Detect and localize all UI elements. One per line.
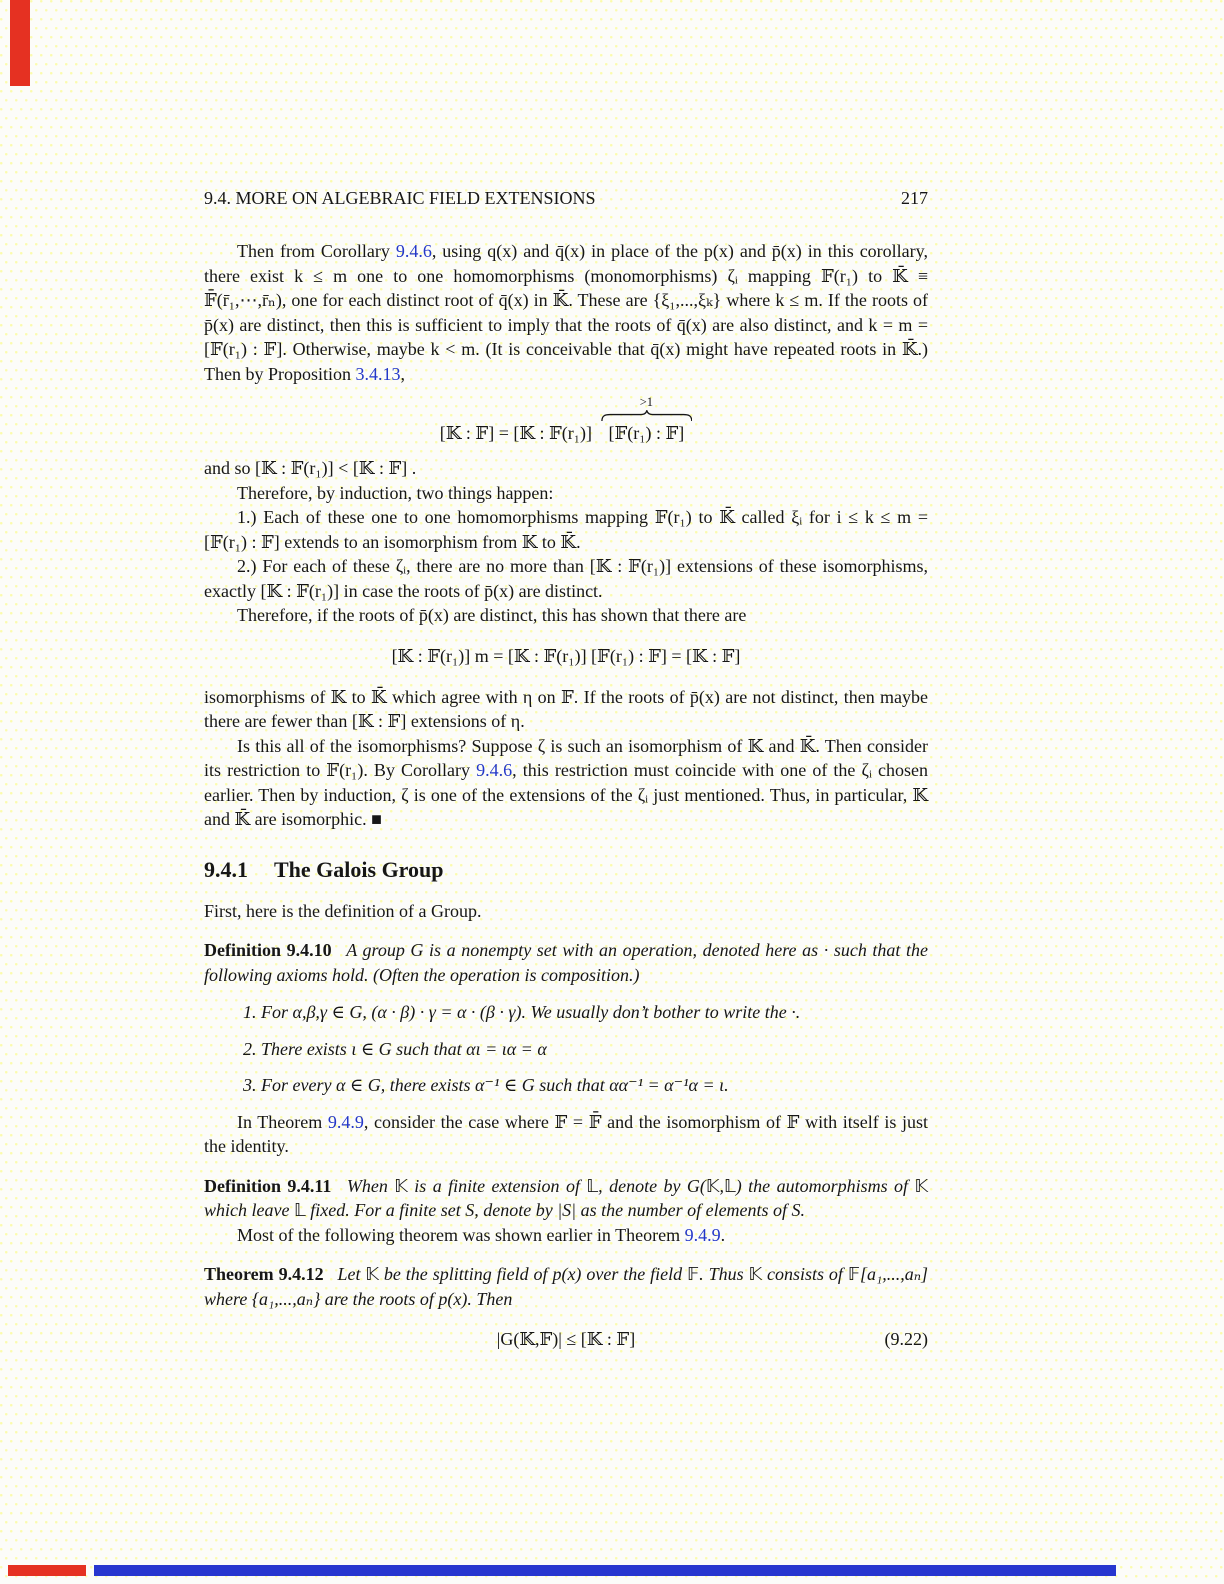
subsection-title: The Galois Group	[274, 856, 444, 882]
axiom-item: 1. For α,β,γ ∈ G, (α · β) · γ = α · (β · γ). We usually don’t bother to write the ·.	[243, 1002, 801, 1022]
cross-ref-link[interactable]: 9.4.6	[395, 241, 432, 261]
subsection-number: 9.4.1	[204, 856, 248, 882]
paragraph-induction	[204, 481, 928, 506]
text-run: Therefore, if the roots of p̄(x) are distinct, this has shown that there are	[237, 605, 747, 625]
definition-9-4-10-label: Definition 9.4.10	[204, 940, 332, 960]
scan-mark-blue-bottom	[94, 1565, 1116, 1576]
text-run: , consider the case where 𝔽 = 𝔽̄ and the isomorphism of 𝔽 with itself is just the identity.	[204, 1111, 929, 1156]
cross-ref-link[interactable]: 9.4.6	[476, 760, 513, 780]
paragraph-isomorphisms	[204, 685, 928, 734]
running-head	[204, 186, 928, 211]
overbraced-term: [𝔽(r₁) : 𝔽]	[608, 423, 685, 443]
overbrace-icon	[601, 410, 693, 421]
text-run: Most of the following theorem was shown earlier in Theorem	[237, 1224, 685, 1245]
page-number: 217	[901, 188, 928, 208]
text-run: ,	[400, 363, 405, 384]
running-head-section-title: 9.4. MORE ON ALGEBRAIC FIELD EXTENSIONS	[204, 188, 596, 208]
equation-lhs: [𝕂 : 𝔽] = [𝕂 : 𝔽(r₁)]	[439, 423, 597, 443]
equation-isomorphism-count	[204, 644, 928, 669]
text-run: and so [𝕂 : 𝔽(r₁)] < [𝕂 : 𝔽] .	[204, 458, 417, 478]
theorem-9-4-12-label: Theorem 9.4.12	[204, 1264, 324, 1284]
definition-9-4-11	[204, 1174, 928, 1223]
paragraph-intro	[204, 239, 928, 386]
scan-mark-red-top-left	[10, 0, 30, 86]
equation-galois-bound	[204, 1327, 928, 1352]
definition-9-4-11-label: Definition 9.4.11	[204, 1175, 332, 1196]
paragraph-item-2	[204, 554, 928, 603]
paragraph-roots-distinct	[204, 603, 928, 628]
theorem-9-4-12	[204, 1262, 928, 1311]
text-run: , using q(x) and q̄(x) in place of the p(x) and p̄(x) in this corollary, there exist k ≤ m one to one homomorphisms (monomorphisms) ζᵢ mapping 𝔽(r₁) to 𝕂̄ ≡ 𝔽̄(r̄₁,⋯,r̄ₙ), one for each distinct root of q̄(x) in 𝕂̄. These are {ξ₁,...,ξₖ} where k ≤ m. If the roots of p̄(x) are distinct, then this is sufficient to imply that the roots of q̄(x) are also distinct, and k = m = [𝔽(r₁) : 𝔽]. Otherwise, maybe k < m. (It is conceivable that q̄(x) might have repeated roots in 𝕂̄.) Then by Proposition	[204, 241, 928, 384]
cross-ref-link[interactable]: 9.4.9	[684, 1224, 721, 1245]
text-run: Then from Corollary	[237, 241, 396, 261]
text-run: Therefore, by induction, two things happen:	[237, 482, 554, 503]
text-run: 1.) Each of these one to one homomorphisms mapping 𝔽(r₁) to 𝕂̄ called ξᵢ for i ≤ k ≤ m = [𝔽(r₁) : 𝔽] extends to an isomorphism from 𝕂 to 𝕂̄.	[204, 507, 928, 552]
text-column	[204, 186, 928, 1368]
text-run: 2.) For each of these ζᵢ, there are no more than [𝕂 : 𝔽(r₁)] extensions of these isomorphisms, exactly [𝕂 : 𝔽(r₁)] in case the roots of p̄(x) are distinct.	[204, 556, 928, 601]
definition-9-4-11-body: When 𝕂 is a finite extension of 𝕃, denote by G(𝕂,𝕃) the automorphisms of 𝕂 which leave 𝕃 fixed. For a finite set S, denote by |S| as the number of elements of S.	[204, 1175, 929, 1220]
cross-ref-link[interactable]: 9.4.9	[327, 1111, 364, 1132]
equation-degree-product	[204, 396, 928, 446]
paragraph-is-this-all	[204, 734, 928, 832]
paragraph-most	[204, 1223, 928, 1248]
subsection-heading	[204, 856, 928, 883]
paragraph-first-definition	[204, 899, 928, 924]
equation-number: (9.22)	[884, 1329, 928, 1349]
text-run: , this restriction must coincide with one of the ζᵢ chosen earlier. Then by induction, ζ is one of the extensions of the ζᵢ just mentioned. Thus, in particular, 𝕂 and 𝕂̄ are isomorphic. ■	[204, 760, 928, 829]
axiom-item: 2. There exists ι ∈ G such that αι = ια = α	[243, 1038, 547, 1059]
text-run: First, here is the definition of a Group.	[204, 900, 482, 921]
theorem-9-4-12-body: Let 𝕂 be the splitting field of p(x) over the field 𝔽. Thus 𝕂 consists of 𝔽[a₁,...,aₙ] where {a₁,...,aₙ} are the roots of p(x). Then	[204, 1264, 929, 1309]
definition-9-4-10-body: A group G is a nonempty set with an operation, denoted here as · such that the following axioms hold. (Often the operation is composition.)	[204, 940, 929, 985]
overbrace-label: >1	[639, 395, 654, 409]
axiom-list	[204, 1000, 928, 1098]
paragraph-item-1	[204, 505, 928, 554]
text-run: isomorphisms of 𝕂 to 𝕂̄ which agree with η on 𝔽. If the roots of p̄(x) are not distinct, then maybe there are fewer than [𝕂 : 𝔽] extensions of η.	[204, 686, 928, 731]
axiom-item: 3. For every α ∈ G, there exists α⁻¹ ∈ G such that αα⁻¹ = α⁻¹α = ι.	[243, 1075, 729, 1095]
equation-text: [𝕂 : 𝔽(r₁)] m = [𝕂 : 𝔽(r₁)] [𝔽(r₁) : 𝔽] = [𝕂 : 𝔽]	[391, 645, 741, 666]
cross-ref-link[interactable]: 3.4.13	[355, 363, 401, 384]
paragraph-in-theorem	[204, 1110, 928, 1159]
text-run: Is this all of the isomorphisms? Suppose ζ is such an isomorphism of 𝕂 and 𝕂̄. Then consider its restriction to 𝔽(r₁). By Corollary	[204, 735, 928, 780]
paragraph-and-so	[204, 456, 928, 481]
text-run: In Theorem	[237, 1111, 328, 1132]
overbrace-group	[601, 396, 693, 446]
scan-mark-red-bottom-left	[8, 1565, 86, 1576]
text-run: .	[720, 1224, 726, 1245]
equation-text: |G(𝕂,𝔽)| ≤ [𝕂 : 𝔽]	[496, 1329, 636, 1349]
definition-9-4-10	[204, 938, 928, 987]
